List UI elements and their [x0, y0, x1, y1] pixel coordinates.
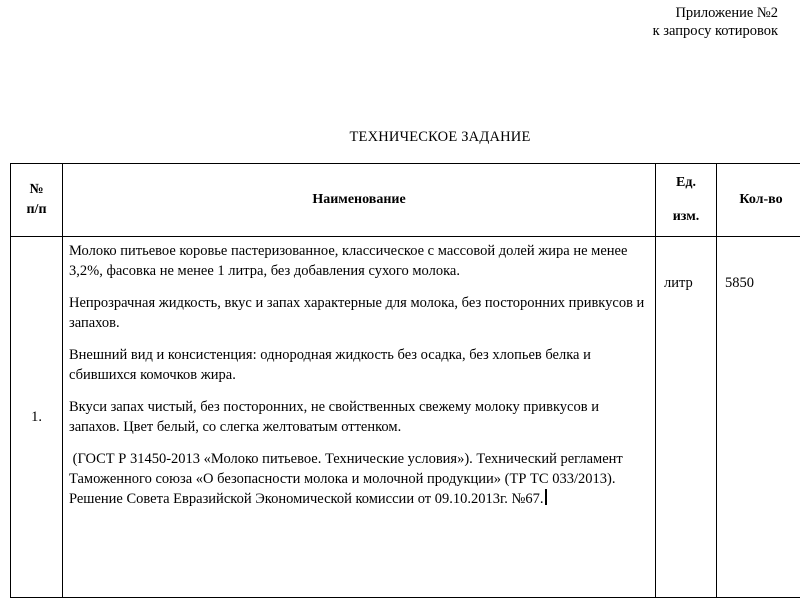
- text-cursor: [545, 489, 547, 505]
- appendix-line-1: Приложение №2: [653, 4, 778, 22]
- header-number-line-1: №: [11, 180, 62, 200]
- description-paragraph: Молоко питьевое коровье пастеризованное, классическое с массовой долей жира не менее 3,2%, фасовка не менее 1 литра, без добавления сухого молока.: [69, 241, 647, 281]
- header-unit-line-1: Ед.: [656, 173, 716, 193]
- header-number-line-2: п/п: [11, 200, 62, 220]
- appendix-line-2: к запросу котировок: [653, 22, 778, 40]
- header-unit-line-2: изм.: [656, 207, 716, 227]
- gost-text: (ГОСТ Р 31450-2013 «Молоко питьевое. Технические условия»). Технический регламент Таможенного союза «О безопасности молока и молочной продукции» (ТР ТС 033/2013). Решение Совета Евразийской Экономической комиссии от 09.10.2013г. №67.: [69, 451, 626, 507]
- description-paragraph-gost: [69, 449, 647, 509]
- header-unit: [656, 164, 717, 237]
- header-quantity: Кол-во: [717, 164, 800, 237]
- header-name: Наименование: [63, 164, 656, 237]
- header-number: [11, 164, 63, 237]
- row-number: 1.: [11, 237, 63, 598]
- row-description[interactable]: [63, 237, 656, 598]
- row-quantity: 5850: [717, 237, 800, 598]
- specification-table: [10, 163, 800, 598]
- document-title: ТЕХНИЧЕСКОЕ ЗАДАНИЕ: [0, 129, 800, 146]
- description-paragraph: Непрозрачная жидкость, вкус и запах характерные для молока, без посторонних привкусов и запахов.: [69, 293, 647, 333]
- row-unit: литр: [656, 237, 717, 598]
- table-row: [11, 237, 800, 598]
- appendix-note: [653, 4, 778, 40]
- description-paragraph: Внешний вид и консистенция: однородная жидкость без осадка, без хлопьев белка и сбившихся комочков жира.: [69, 345, 647, 385]
- description-paragraph: Вкуси запах чистый, без посторонних, не свойственных свежему молоку привкусов и запахов. Цвет белый, со слегка желтоватым оттенком.: [69, 397, 647, 437]
- table-header-row: [11, 164, 800, 237]
